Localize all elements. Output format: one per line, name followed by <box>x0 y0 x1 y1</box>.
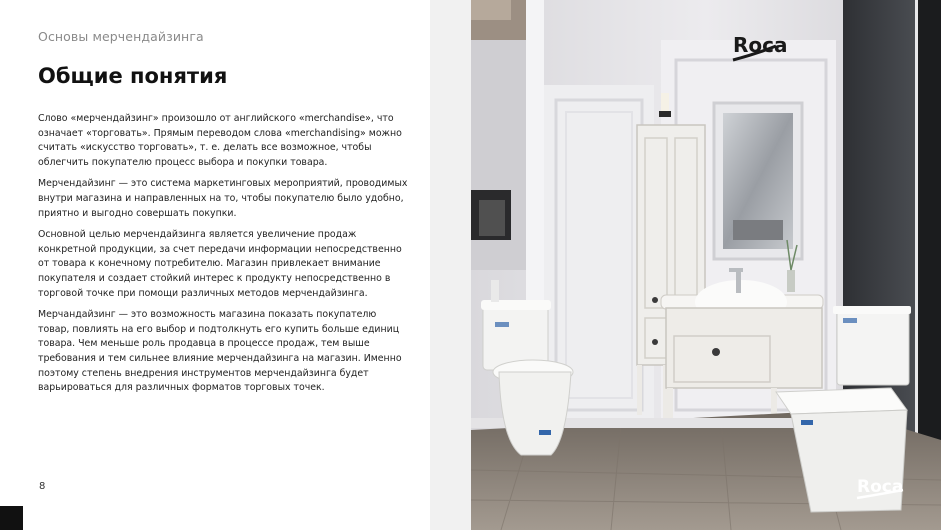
paragraph-1: Слово «мерчендайзинг» произошло от английского «merchandise», что означает «торговать». Прямым переводом слова «merchandising» можно считать «искусство торговать», т. е. делать все возможное, чтобы облегчить покупателю процесс выбора и покупки товара. <box>38 113 402 168</box>
page-number: 8 <box>39 481 46 492</box>
showroom-photo <box>471 0 941 530</box>
section-title: Основы мерчендайзинга <box>38 29 204 44</box>
text-page <box>0 0 430 530</box>
corner-logo: Roca <box>857 477 904 497</box>
page-gutter <box>430 0 471 530</box>
bathroom-showroom-image <box>471 0 941 530</box>
corner-mark <box>0 506 23 530</box>
paragraph-2: Мерчендайзинг — это система маркетинговых мероприятий, проводимых внутри магазина и направленных на то, чтобы покупателю было удобно, приятно и выгодно совершать покупки. <box>38 178 408 219</box>
body-text <box>38 112 410 403</box>
paragraph-3: Основной целью мерчендайзинга является увеличение продаж конкретной продукции, за счет передачи информации непосредственно от товара к конечному потребителю. Магазин привлекает внимание покупателя и создает стойкий интерес к продукту непосредственно в торговой точке при помощи различных методов мерчендайзинга. <box>38 229 402 299</box>
wall-logo: Roca <box>733 33 788 57</box>
paragraph-4: Мерчандайзинг — это возможность магазина показать покупателю товар, повлиять на его выбор и подтолкнуть его купить больше единиц товара. Чем меньше роль продавца в процессе продаж, тем выше требования и тем сильнее влияние мерчендайзинга на магазин. Именно поэтому степень внедрения инструментов мерчендайзинга будет варьироваться для различных форматов торговых точек. <box>38 309 402 394</box>
page-heading: Общие понятия <box>38 64 228 88</box>
